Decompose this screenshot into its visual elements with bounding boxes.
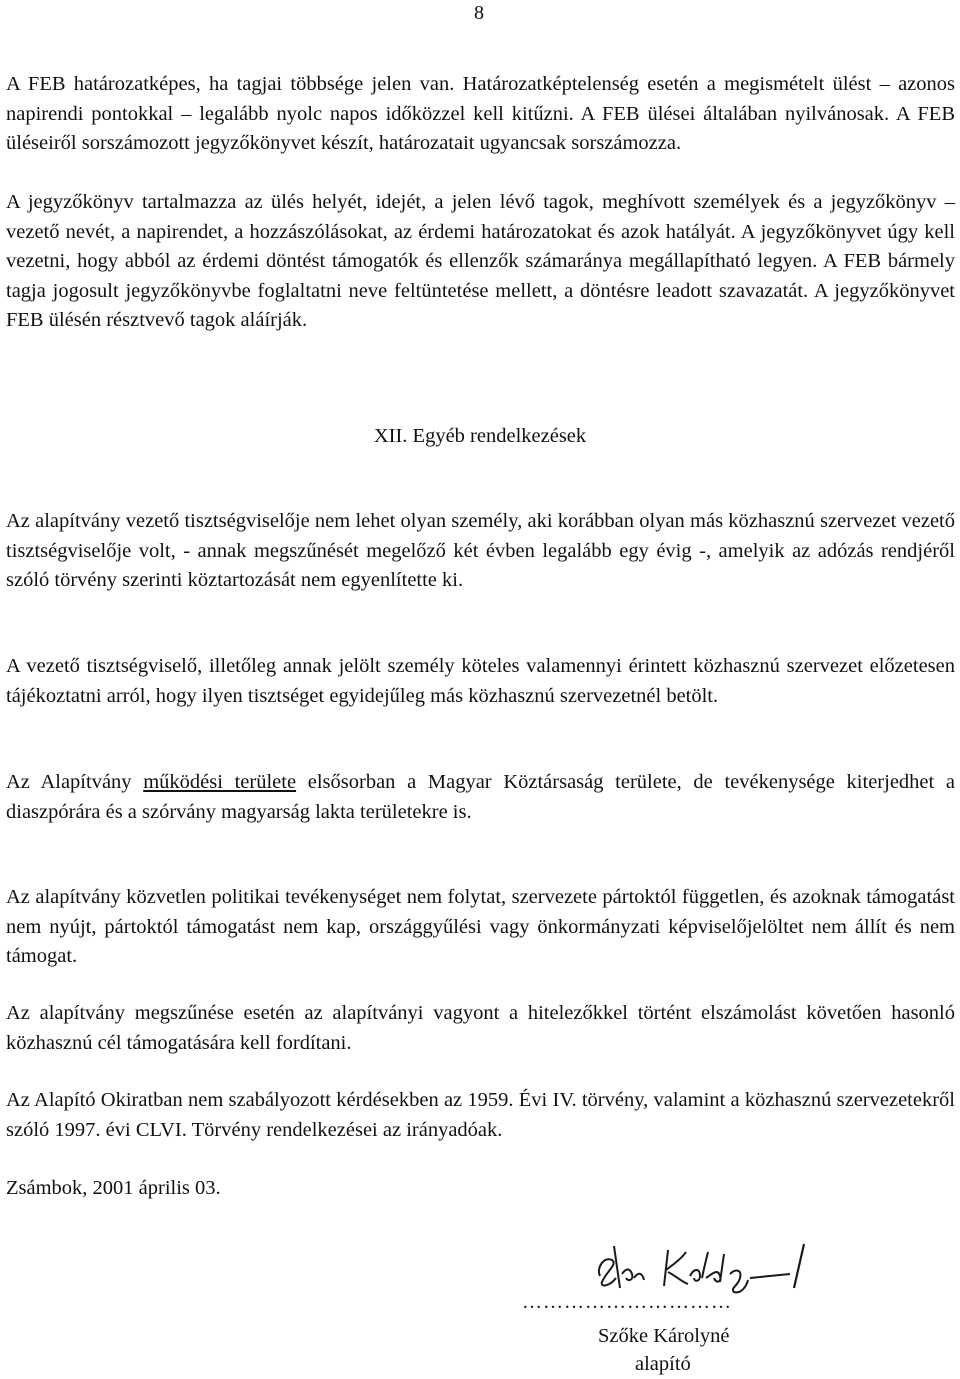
section-heading: XII. Egyéb rendelkezések bbox=[373, 425, 587, 447]
paragraph-operating-area bbox=[6, 768, 955, 827]
paragraph-officer-notification: A vezető tisztségviselő, illetőleg annak jelölt személy köteles valamennyi érintett közhasznú szervezet előzetesen tájékoztatni arról, hogy ilyen tisztséget egyidejűleg más közhasznú szervezetnél betölt. bbox=[6, 655, 955, 707]
operating-area-underlined: működési területe bbox=[143, 771, 297, 793]
paragraph-officer-eligibility: Az alapítvány vezető tisztségviselője nem lehet olyan személy, aki korábban olyan más közhasznú szervezet vezető tisztségviselője volt, - annak megszűnését megelőző két évben legalább egy évig -, amelyik az adózás rendjéről szóló törvény szerinti köztartozását nem egyenlítette ki. bbox=[6, 510, 955, 591]
paragraph-political-activity: Az alapítvány közvetlen politikai tevékenységet nem folytat, szervezete pártoktól független, és azoknak támogatást nem nyújt, pártoktól támogatást nem kap, országgyűlési vagy önkormányzati képviselőjelöltet nem állít és nem támogat. bbox=[6, 886, 955, 967]
paragraph-dissolution: Az alapítvány megszűnése esetén az alapítványi vagyont a hitelezőkkel történt elszámolást követően hasonló közhasznú cél támogatására kell fordítani. bbox=[6, 1002, 955, 1054]
paragraph-governing-law: Az Alapító Okiratban nem szabályozott kérdésekben az 1959. Évi IV. törvény, valamint a közhasznú szervezetekről szóló 1997. évi CLVI. Törvény rendelkezései az irányadóak. bbox=[6, 1089, 955, 1141]
place-and-date: Zsámbok, 2001 április 03. bbox=[6, 1177, 221, 1199]
paragraph-feb-quorum: A FEB határozatképes, ha tagjai többsége jelen van. Határozatképtelenség esetén a megismételt ülést – azonos napirendi pontokkal – legalább nyolc napos időközzel kell kitűzni. A FEB ülései általában nyilvánosak. A FEB üléseiről sorszámozott jegyzőkönyvet készít, határozatait ugyancsak sorszámozza. bbox=[6, 73, 955, 154]
signatory-name: Szőke Károlyné bbox=[598, 1325, 730, 1347]
signature-line: ………………………… bbox=[522, 1291, 732, 1313]
operating-area-text-start: Az Alapítvány bbox=[6, 771, 144, 793]
signatory-role: alapító bbox=[635, 1353, 691, 1375]
signature-block bbox=[520, 1238, 860, 1378]
operating-area-text-end: elsősorban a Magyar Köztársaság területe, de tevékenysége kiterjedhet a diaszpórára és a szórvány magyarság lakta területekre is. bbox=[6, 771, 955, 823]
paragraph-minutes: A jegyzőkönyv tartalmazza az ülés helyét, idejét, a jelen lévő tagok, meghívott személyek és a jegyzőkönyv –vezető nevét, a napirendet, a hozzászólásokat, az érdemi határozatokat és azok hatályát. A jegyzőkönyvet úgy kell vezetni, hogy abból az érdemi döntést támogatók és ellenzők számaránya megállapítható legyen. A FEB bármely tagja jogosult jegyzőkönyvbe foglaltatni neve feltüntetése mellett, a döntésre leadott szavazatát. A jegyzőkönyvet FEB ülésén résztvevő tagok aláírják. bbox=[6, 191, 955, 331]
page-number: 8 bbox=[474, 2, 484, 24]
